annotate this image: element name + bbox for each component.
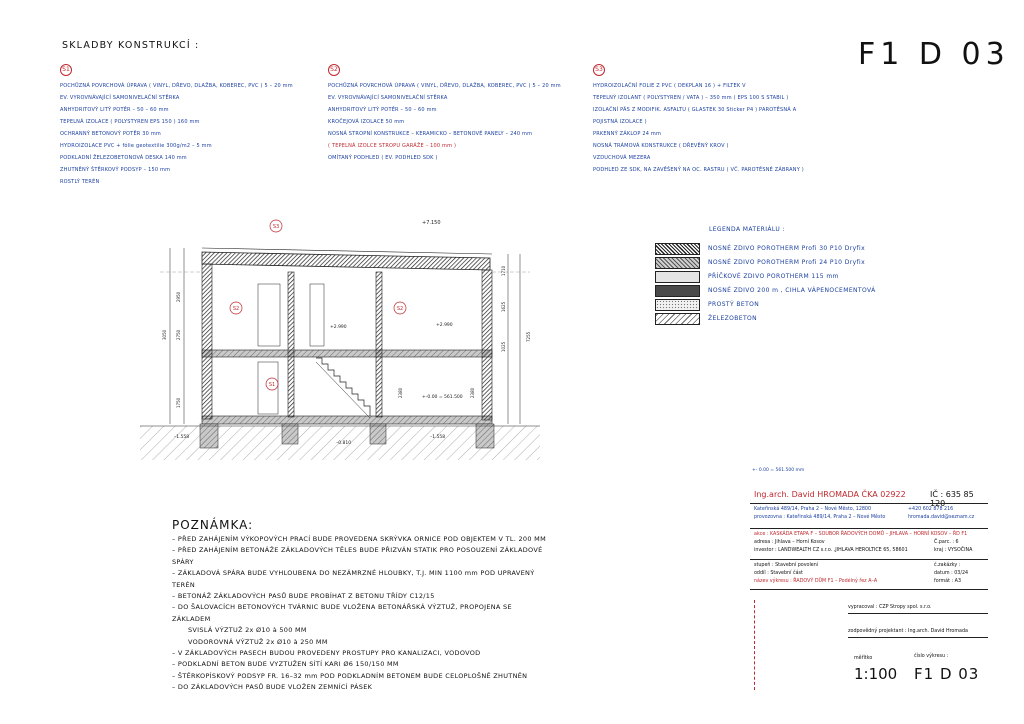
note-line: SPÁRY bbox=[172, 557, 194, 566]
project-name: akce : KASKÁDA ETAPA F – SOUBOR ŘADOVÝCH DOMŮ – JIHLAVA – HORNÍ KOSOV – ŘD F1 bbox=[754, 532, 968, 537]
sheet-code: F1 D 03 bbox=[858, 37, 1010, 72]
note-line: – PŘED ZAHÁJENÍM VÝKOPOVÝCH PRACÍ BUDE PROVEDENA SKRÝVKA ORNICE POD OBJEKTEM V TL. 200 MM bbox=[172, 535, 546, 543]
legend-item bbox=[655, 284, 876, 297]
note-line: – V ZÁKLADOVÝCH PASECH BUDOU PROVEDENY PROSTUPY PRO KANALIZACI, VODOVOD bbox=[172, 649, 481, 658]
dim-label: 7255 bbox=[526, 331, 531, 342]
email: hromada.david@seznam.cz bbox=[908, 515, 975, 520]
composition-line: ANHYDRITOVÝ LITÝ POTĚR – 50 – 60 mm bbox=[60, 107, 169, 113]
order-no: č.zakázky : bbox=[934, 563, 961, 568]
company-id: IČ : 635 85 bbox=[930, 490, 974, 499]
legend-swatch bbox=[655, 285, 700, 297]
legend-swatch bbox=[655, 243, 700, 255]
legend-label: NOSNÉ ZDIVO POROTHERM Profi 30 P10 Dryfix bbox=[708, 245, 866, 252]
composition-line: ROSTLÝ TERÉN bbox=[60, 179, 100, 185]
note-line: SVISLÁ VÝZTUŽ 2x Ø10 à 500 MM bbox=[188, 626, 307, 635]
section-marker: S2 bbox=[232, 306, 240, 312]
level-label: +-0.00 = 561.500 bbox=[422, 395, 463, 400]
composition-line: PODHLED ZE SDK, NA ZAVĚŠENÝ NA OC. RASTRU ( VČ. PAROTĚSNÉ ZÁBRANY ) bbox=[593, 167, 804, 173]
marker-s3: S3 bbox=[593, 64, 605, 76]
stairs bbox=[316, 358, 370, 416]
upper-slab bbox=[202, 350, 492, 357]
composition-line: POCHŮZNÁ POVRCHOVÁ ÚPRAVA ( VINYL, DŘEVO, DLAŽBA, KOBEREC, PVC ) 5 – 20 mm bbox=[60, 83, 293, 89]
composition-line: VZDUCHOVÁ MEZERA bbox=[593, 155, 651, 161]
note-line: – BETONÁŽ ZÁKLADOVÝCH PASŮ BUDE PROBÍHAT Z BETONU TŘÍDY C12/15 bbox=[172, 592, 435, 601]
section-part: oddíl : Stavební část bbox=[754, 571, 803, 576]
dim-label: 2750 bbox=[176, 329, 181, 340]
composition-line: ( TEPELNÁ IZOLCE STROPU GARÁŽE – 100 mm ) bbox=[328, 143, 457, 149]
marker-s2: S2 bbox=[328, 64, 340, 76]
composition-list bbox=[60, 80, 293, 188]
composition-line: OCHRANNÝ BETONOVÝ POTĚR 30 mm bbox=[60, 131, 161, 137]
dim-label: 3050 bbox=[162, 329, 167, 340]
drawing-number: F1 D 03 bbox=[914, 665, 980, 683]
wall-right bbox=[482, 270, 492, 420]
composition-s3 bbox=[593, 64, 804, 176]
composition-line: POCHŮZNÁ POVRCHOVÁ ÚPRAVA ( VINYL, DŘEVO, DLAŽBA, KOBEREC, PVC ) 5 – 20 mm bbox=[328, 83, 561, 89]
page-title: SKLADBY KONSTRUKCÍ : bbox=[62, 40, 200, 51]
level-label: –1.558 bbox=[430, 435, 446, 440]
level-label: –1.558 bbox=[174, 435, 190, 440]
date: datum : 03/24 bbox=[934, 571, 969, 576]
composition-s2 bbox=[328, 64, 561, 164]
legend bbox=[655, 226, 876, 326]
dim-label: 1025 bbox=[501, 341, 506, 352]
legend-item bbox=[655, 298, 876, 311]
composition-line: EV. VYROVNÁVAJÍCÍ SAMONIVELAČNÍ STĚRKA bbox=[328, 95, 448, 101]
composition-line: KROČEJOVÁ IZOLACE 50 mm bbox=[328, 119, 405, 125]
roof bbox=[202, 252, 490, 270]
note-line: – DO ZÁKLADOVÝCH PASŮ BUDE VLOŽEN ZEMNÍCÍ PÁSEK bbox=[172, 683, 373, 692]
legend-swatch bbox=[655, 299, 700, 311]
legend-label: ŽELEZOBETON bbox=[708, 315, 758, 322]
composition-list bbox=[593, 80, 804, 176]
legend-item bbox=[655, 242, 876, 255]
level-label: +7.150 bbox=[422, 220, 441, 226]
composition-s1 bbox=[60, 64, 293, 188]
scale-label: měřítko bbox=[854, 656, 873, 661]
legend-swatch bbox=[655, 313, 700, 325]
address-line: provozovna : Kateřinská 489/14, Praha 2 – Nové Město bbox=[754, 515, 886, 520]
legend-label: PŘÍČKOVÉ ZDIVO POROTHERM 115 mm bbox=[708, 273, 839, 280]
note-line: TERÉN bbox=[172, 580, 196, 589]
composition-line: EV. VYROVNÁVAJÍCÍ SAMONIVELAČNÍ STĚRKA bbox=[60, 95, 180, 101]
dim-label: 2380 bbox=[398, 387, 403, 398]
composition-line: ZHUTNĚNÝ ŠTĚRKOVÝ PODSYP – 150 mm bbox=[60, 167, 171, 173]
level-label: +2.990 bbox=[330, 325, 347, 330]
level-label: +2.990 bbox=[436, 323, 453, 328]
composition-line: IZOLAČNÍ PÁS Z MODIFIK. ASFALTU ( GLASTEK 30 Sticker P4 ) PAROTĚSNÁ A bbox=[593, 107, 797, 113]
drawing-title: název výkresu : ŘADOVÝ DŮM F1 – Podélný řez A–A bbox=[754, 579, 878, 584]
composition-line: HYDROIZOLAČNÍ FOLIE Z PVC ( DEKPLAN 16 ) + FILTEK V bbox=[593, 83, 746, 89]
section-marker: S3 bbox=[272, 224, 280, 230]
legend-swatch bbox=[655, 257, 700, 269]
dim-label: 2380 bbox=[470, 387, 475, 398]
wall-left bbox=[202, 264, 212, 419]
dim-label: 1625 bbox=[501, 301, 506, 312]
architect-name: Ing.arch. David HROMADA ČKA 02922 bbox=[754, 490, 906, 499]
legend-item bbox=[655, 256, 876, 269]
notes-title: POZNÁMKA: bbox=[172, 518, 254, 532]
legend-label: PROSTÝ BETON bbox=[708, 301, 760, 308]
note-line: VODOROVNÁ VÝZTUŽ 2x Ø10 à 250 MM bbox=[188, 637, 328, 646]
level-label: –0.810 bbox=[336, 441, 352, 446]
drawing-no-label: číslo výkresu : bbox=[914, 654, 949, 659]
ground-slab bbox=[202, 416, 492, 424]
project-address: adresa : Jihlava – Horní Kosov bbox=[754, 540, 825, 545]
responsible-designer: zodpovědný projektant : Ing.arch. David Hromada bbox=[848, 629, 968, 634]
note-line: – PODKLADNÍ BETON BUDE VYZTUŽEN SÍTÍ KARI Ø6 150/150 MM bbox=[172, 660, 399, 669]
wall-mid1 bbox=[288, 272, 294, 417]
region: kraj : VYSOČINA bbox=[934, 548, 973, 553]
legend-item bbox=[655, 312, 876, 325]
dim-label: 1710 bbox=[501, 265, 506, 276]
composition-line: ANHYDRITOVÝ LITÝ POTĚR – 50 – 60 mm bbox=[328, 107, 437, 113]
composition-line: TEPELNÝ IZOLANT ( POLYSTYREN / VATA ) – 350 mm ( EPS 100 S STABIL ) bbox=[593, 95, 789, 101]
scale: 1:100 bbox=[854, 665, 898, 683]
note-line: ZÁKLADEM bbox=[172, 614, 211, 623]
marker-s1: S1 bbox=[60, 64, 72, 76]
note-line: – ZÁKLADOVÁ SPÁRA BUDE VYHLOUBENA DO NEZÁMRZNÉ HLOUBKY, T.J. MIN 1100 mm POD UPRAVENÝ bbox=[172, 569, 535, 578]
legend-swatch bbox=[655, 271, 700, 283]
legend-label: NOSNÉ ZDIVO POROTHERM Profi 24 P10 Dryfix bbox=[708, 259, 866, 266]
zero-note: +- 0.00 = 561.500 mm bbox=[752, 468, 805, 473]
section-drawing bbox=[140, 212, 540, 477]
section-marker: S2 bbox=[396, 306, 404, 312]
notes bbox=[172, 518, 546, 694]
address-line: Kateřinská 489/14, Praha 2 – Nové Město, 12800 bbox=[754, 507, 872, 512]
dim-label: 1750 bbox=[176, 397, 181, 408]
composition-line: NOSNÁ TRÁMOVÁ KONSTRUKCE ( DŘEVĚNÝ KROV ) bbox=[593, 143, 729, 149]
prepared-by: vypracoval : CZP Stropy spol. s.r.o. bbox=[848, 605, 932, 610]
dim-label: 2950 bbox=[176, 291, 181, 302]
composition-line: OMÍTANÝ PODHLED ( EV. PODHLED SDK ) bbox=[328, 155, 438, 161]
investor: investor : LANDWEALTH CZ s.r.o. ,JIHLAVA HEROLTICE 65, 58601 bbox=[754, 548, 908, 553]
composition-line: PRKENNÝ ZÁKLOP 24 mm bbox=[593, 131, 662, 137]
legend-title: LEGENDA MATERIÁLU : bbox=[709, 226, 785, 233]
note-line: – DO ŠALOVACÍCH BETONOVÝCH TVÁRNIC BUDE VLOŽENA BETONÁŘSKÁ VÝZTUŽ, PROPOJENA SE bbox=[172, 603, 512, 612]
phone: +420 602 878 216 bbox=[908, 507, 954, 512]
note-line: – PŘED ZAHÁJENÍM BETONÁŽE ZÁKLADOVÝCH TĚLES BUDE PŘIZVÁN STATIK PRO POSOUZENÍ ZÁKLADOVÉ bbox=[172, 546, 543, 555]
legend-label: NOSNÉ ZDIVO 200 m , CIHLA VÁPENOCEMENTOVÁ bbox=[708, 287, 876, 294]
composition-list bbox=[328, 80, 561, 164]
legend-item bbox=[655, 270, 876, 283]
composition-line: NOSNÁ STROPNÍ KONSTRUKCE – KERAMICKO – BETONOVÉ PANELY – 240 mm bbox=[328, 131, 533, 137]
note-line: – ŠTĚRKOPÍSKOVÝ PODSYP FR. 16–32 mm POD PODKLADNÍM BETONEM BUDE CELOPLOŠNĚ ZHUTNĚN bbox=[172, 671, 528, 680]
title-block bbox=[750, 485, 988, 690]
composition-line: PODKLADNÍ ŽELEZOBETONOVÁ DESKA 140 mm bbox=[60, 155, 187, 161]
wall-mid2 bbox=[376, 272, 382, 417]
composition-line: TEPELNÁ IZOLACE ( POLYSTYREN EPS 150 ) 160 mm bbox=[60, 119, 200, 125]
parcel: Č.parc. : 6 bbox=[934, 540, 959, 545]
section-marker: S1 bbox=[268, 382, 276, 388]
paper-format: formát : A3 bbox=[934, 579, 962, 584]
composition-line: POJISTNÁ IZOLACE ) bbox=[593, 119, 647, 125]
composition-line: HYDROIZOLACE PVC + fólie geotextilie 300g/m2 – 5 mm bbox=[60, 143, 212, 149]
stage: stupeň : Stavební povolení bbox=[754, 563, 819, 568]
